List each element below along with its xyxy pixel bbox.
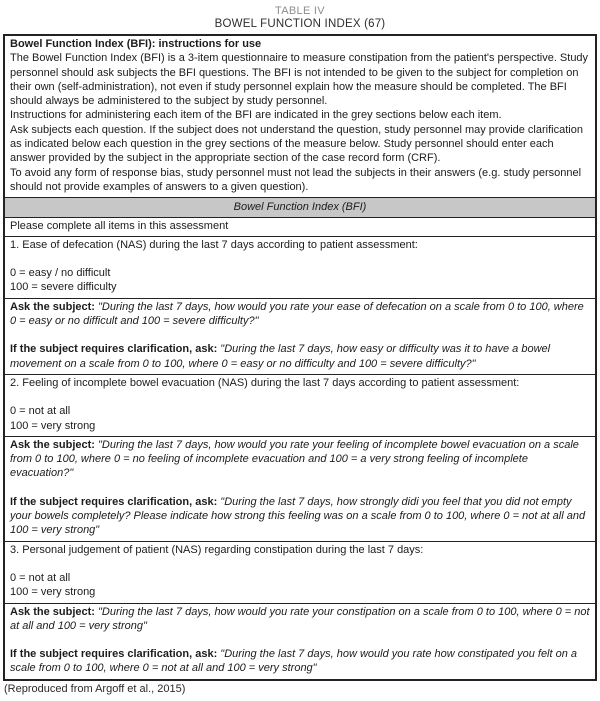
- ask-subject-label: Ask the subject:: [10, 605, 95, 618]
- table-caption: [0, 0, 600, 31]
- clarification-text: "During the last 7 days, how would you rate how constipated you felt on a scale from 0 to 100, where 0 = not at all and 100 = very strong": [10, 648, 578, 675]
- clarification-label: If the subject requires clarification, ask:: [10, 495, 218, 508]
- item-2-anchors: [10, 404, 590, 433]
- item-3-clarify: [10, 647, 590, 676]
- bfi-band-header: Bowel Function Index (BFI): [5, 197, 595, 216]
- item-1-ask: [10, 300, 590, 329]
- ask-subject-text: "During the last 7 days, how would you rate your feeling of incomplete bowel evacuation on a scale from 0 to 100, where 0 = no feeling of incomplete evacuation and 100 = a very strong feeling of incomplete evacuation?": [10, 438, 579, 480]
- item-2-clarify: [10, 495, 590, 538]
- item-3-ask: [10, 605, 590, 634]
- clarification-label: If the subject requires clarification, ask:: [10, 343, 218, 356]
- item-2-question: 2. Feeling of incomplete bowel evacuation (NAS) during the last 7 days according to patient assessment:: [10, 376, 520, 389]
- item-1-question: 1. Ease of defecation (NAS) during the last 7 days according to patient assessment:: [10, 238, 418, 251]
- instructions-heading: Bowel Function Index (BFI): instructions for use: [10, 38, 262, 50]
- instructions-paragraph: Ask subjects each question. If the subject does not understand the question, study personnel may provide clarification as indicated below each question in the grey sections of the measure below. Study personnel should enter each answer provided by the subject in the appropriate section of the case record form (CRF).: [10, 123, 583, 165]
- instructions-paragraph: Instructions for administering each item of the BFI are indicated in the grey sections below each item.: [10, 109, 502, 122]
- table-title: BOWEL FUNCTION INDEX (67): [214, 18, 386, 30]
- bfi-table: [3, 34, 597, 681]
- source-attribution: (Reproduced from Argoff et al., 2015): [4, 682, 186, 695]
- item-3-question: 3. Personal judgement of patient (NAS) regarding constipation during the last 7 days:: [10, 543, 424, 556]
- instructions-cell: [5, 36, 595, 197]
- item-1-anchors: [10, 266, 590, 295]
- item-1-question-cell: [5, 236, 595, 298]
- item-1-anchor-low: 0 = easy / no difficult: [10, 267, 111, 280]
- item-1-clarify: [10, 342, 590, 371]
- ask-subject-text: "During the last 7 days, how would you rate your constipation on a scale from 0 to 100, where 0 = not at all and 100 = very strong": [10, 605, 590, 632]
- instructions-paragraph: To avoid any form of response bias, study personnel must not lead the subjects in their answers (e.g. study personnel should not provide examples of answers to a given question).: [10, 166, 582, 193]
- item-1-instruction-cell: [5, 298, 595, 374]
- instructions-paragraph: The Bowel Function Index (BFI) is a 3-item questionnaire to measure constipation from the patient's perspective. Study personnel should ask subjects the BFI questions. The BFI is not intended to be given to the subject for completion on their own (self-administration), not even if study personnel explain how the measure should be completed. The BFI should always be administered to the subject by study personnel.: [10, 52, 589, 108]
- clarification-label: If the subject requires clarification, ask:: [10, 648, 218, 661]
- item-3-anchor-low: 0 = not at all: [10, 571, 71, 584]
- item-1-anchor-high: 100 = severe difficulty: [10, 281, 117, 294]
- item-3-question-cell: [5, 541, 595, 603]
- clarification-text: "During the last 7 days, how strongly didi you feel that you did not empty your bowels completely? Please indicate how strong this feeling was on a scale from 0 to 100, where 0 = not at all and 100 = very strong": [10, 495, 586, 537]
- item-2-anchor-high: 100 = very strong: [10, 419, 96, 432]
- item-3-anchor-high: 100 = very strong: [10, 586, 96, 599]
- ask-subject-label: Ask the subject:: [10, 300, 95, 313]
- item-3-anchors: [10, 571, 590, 600]
- item-2-question-cell: [5, 374, 595, 436]
- item-2-ask: [10, 438, 590, 481]
- table-number: TABLE IV: [275, 5, 325, 17]
- ask-subject-text: "During the last 7 days, how would you rate your ease of defecation on a scale from 0 to 100, where 0 = easy or no difficult and 100 = severe difficulty?": [10, 300, 584, 328]
- item-2-anchor-low: 0 = not at all: [10, 405, 71, 418]
- item-3-instruction-cell: [5, 603, 595, 679]
- item-2-instruction-cell: [5, 436, 595, 541]
- intro-row: Please complete all items in this assessment: [5, 217, 595, 236]
- clarification-text: "During the last 7 days, how easy or difficulty was it to have a bowel movement on a scale from 0 to 100, where 0 = easy or no difficulty and 100 = severe difficulty?": [10, 343, 551, 370]
- ask-subject-label: Ask the subject:: [10, 438, 95, 451]
